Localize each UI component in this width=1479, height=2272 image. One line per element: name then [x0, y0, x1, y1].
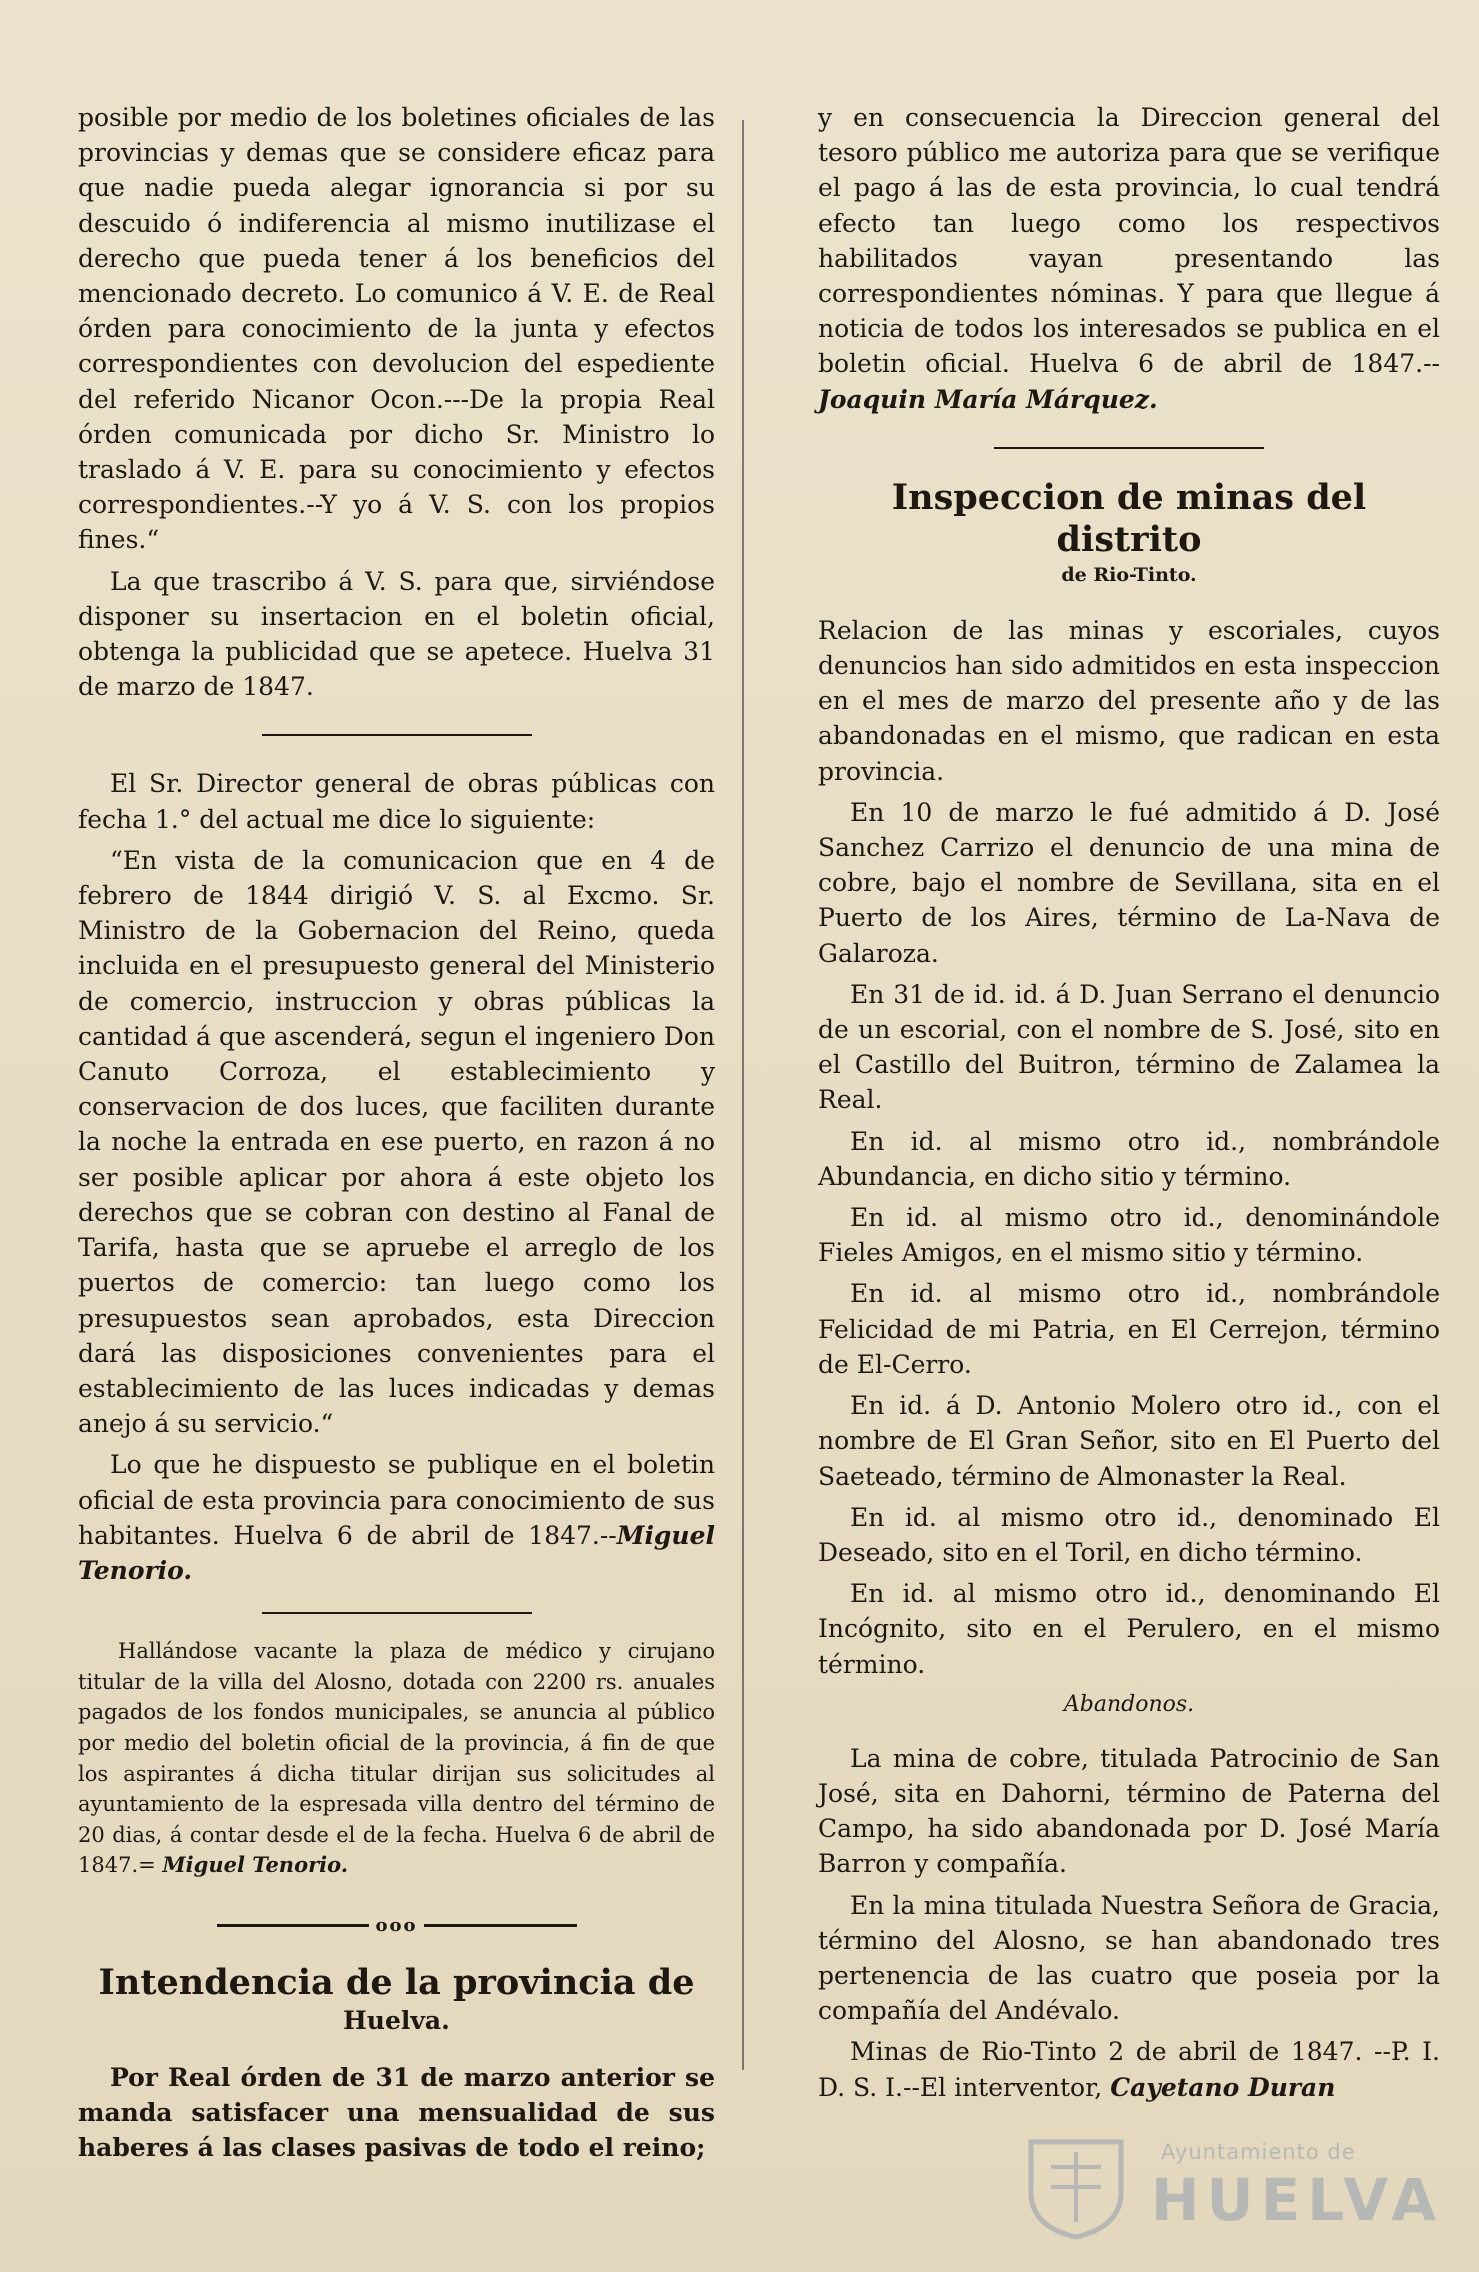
- intendencia-heading: Intendencia de la provincia de: [98, 1961, 695, 2003]
- left-paragraph-5: [78, 1447, 715, 1588]
- left-paragraph-5-text: Lo que he dispuesto se publique en el boletin oficial de esta provincia para conocimiento de sus habitantes. Huelva 6 de abril de 1847.--: [78, 1450, 715, 1550]
- ornament-glyph: ooo: [375, 1914, 418, 1936]
- inspeccion-subheading: de Rio-Tinto.: [1061, 563, 1197, 586]
- left-paragraph-4: “En vista de la comunicacion que en 4 de febrero de 1844 dirigió V. S. al Excmo. Sr. Ministro de la Gobernacion del Reino, queda incluida en el presupuesto general del Ministerio de comercio, instruccion y obras públicas la cantidad á que ascenderá, segun el ingeniero Don Canuto Corroza, el establecimiento y conservacion de dos luces, que faciliten durante la noche la entrada en ese puerto, en razon á no ser posible aplicar por ahora á este objeto los derechos que se cobran con destino al Fanal de Tarifa, hasta que se apruebe el arreglo de los puertos de comercio: tan luego como los presupuestos sean aprobados, esta Direccion dará las disposiciones convenientes para el establecimiento de las luces indicadas y demas anejo á su servicio.“: [78, 845, 715, 1439]
- left-column: [78, 100, 715, 2171]
- mine-entry: En 10 de marzo le fué admitido á D. José Sanchez Carrizo el denuncio de una mina de cobre, bajo el nombre de Sevillana, sita en el Puerto de los Aires, término de La-Nava de Galaroza.: [818, 797, 1440, 968]
- watermark-top-text: Ayuntamiento de: [1161, 2140, 1356, 2164]
- left-paragraph-5-signature: Miguel Tenorio.: [78, 1520, 715, 1585]
- inspeccion-intro: Relacion de las minas y escoriales, cuyos denuncios han sido admitidos en esta inspeccion en el mes de marzo del presente año y de las abandonadas en el mismo, que radican en esta provincia.: [818, 615, 1440, 786]
- left-paragraph-6-text: Hallándose vacante la plaza de médico y cirujano titular de la villa del Alosno, dotada con 2200 rs. anuales pagados de los fondos municipales, se anuncia al público por medio del boletin oficial de la provincia, á fin de que los aspirantes á dicha titular dirijan sus solicitudes al ayuntamiento de la espresada villa dentro del término de 20 dias, á contar desde el de la fecha. Huelva 6 de abril de 1847.=: [78, 1639, 715, 1878]
- coat-of-arms-icon: [1011, 2132, 1141, 2242]
- left-paragraph-2-text: La que trascribo á V. S. para que, sirviéndose disponer su insertacion en el boletin oficial, obtenga la publicidad que se apetece. Huelva 31 de marzo de 1847.: [78, 566, 715, 702]
- left-paragraph-3: El Sr. Director general de obras públicas con fecha 1.° del actual me dice lo siguiente:: [78, 769, 715, 834]
- ornament-line-right: [424, 1924, 577, 1927]
- mine-entry: En id. al mismo otro id., denominado El Deseado, sito en el Toril, en dicho término.: [818, 1502, 1440, 1567]
- ornamental-divider: [217, 1915, 577, 1936]
- mine-entry: En id. al mismo otro id., denominando El Incógnito, sito en el Perulero, en el mismo término.: [818, 1579, 1440, 1679]
- abandonos-title: Abandonos.: [1063, 1691, 1195, 1717]
- abandono-entry: La mina de cobre, titulada Patrocinio de San José, sita en Dahorni, término de Paterna del Campo, ha sido abandonada por D. José María Barron y compañía.: [818, 1743, 1440, 1879]
- closing-line: [818, 2034, 1440, 2104]
- section-divider: [262, 734, 532, 736]
- right-column: [818, 100, 1440, 2111]
- left-paragraph-6: [78, 1636, 715, 1881]
- right-paragraph-1: [818, 100, 1440, 417]
- right-paragraph-1-signature: Joaquin María Márquez.: [818, 384, 1158, 414]
- left-paragraph-2: [78, 564, 715, 705]
- closing-text: Minas de Rio-Tinto 2 de abril de 1847. --P. I. D. S. I.--El interventor,: [818, 2037, 1440, 2102]
- column-divider: [742, 120, 744, 2070]
- mine-entry: En id. al mismo otro id., nombrándole Felicidad de mi Patria, en El Cerrejon, término de El-Cerro.: [818, 1279, 1440, 1379]
- inspeccion-heading: Inspeccion de minas del distrito: [891, 476, 1367, 560]
- left-paragraph-1: posible por medio de los boletines oficiales de las provincias y demas que se considere eficaz para que nadie pueda alegar ignorancia si por su descuido ó indiferencia al mismo inutilizase el derecho que pueda tener á los beneficios del mencionado decreto. Lo comunico á V. E. de Real órden para conocimiento de la junta y efectos correspondientes con devolucion del espediente del referido Nicanor Ocon.---De la propia Real órden comunicada por dicho Sr. Ministro lo traslado á V. E. para su conocimiento y efectos correspondientes.--Y yo á V. S. con los propios fines.“: [78, 103, 715, 555]
- left-paragraph-7: Por Real órden de 31 de marzo anterior se manda satisfacer una mensualidad de sus haberes á las clases pasivas de todo el reino;: [78, 2062, 715, 2163]
- left-paragraph-6-signature: Miguel Tenorio.: [162, 1852, 349, 1878]
- watermark-main-text: HUELVA: [1151, 2166, 1444, 2234]
- closing-signature: Cayetano Duran: [1110, 2072, 1336, 2102]
- mine-entry: En id. al mismo otro id., nombrándole Abundancia, en dicho sitio y término.: [818, 1126, 1440, 1191]
- archive-watermark: [1011, 2132, 1444, 2242]
- section-divider: [994, 447, 1264, 449]
- intendencia-subheading: Huelva.: [343, 2005, 450, 2035]
- section-divider: [262, 1612, 532, 1614]
- right-paragraph-1-text: y en consecuencia la Direccion general del tesoro público me autoriza para que se verifique el pago á las de esta provincia, lo cual tendrá efecto tan luego como los respectivos habilitados vayan presentando las correspondientes nóminas. Y para que llegue á noticia de todos los interesados se publica en el boletin oficial. Huelva 6 de abril de 1847.--: [818, 103, 1440, 379]
- mine-entry: En id. á D. Antonio Molero otro id., con el nombre de El Gran Señor, sito en El Puerto del Saeteado, término de Almonaster la Real.: [818, 1391, 1440, 1491]
- abandono-entry: En la mina titulada Nuestra Señora de Gracia, término del Alosno, se han abandonado tres pertenencia de las cuatro que poseia por la compañía del Andévalo.: [818, 1890, 1440, 2026]
- mine-entry: En id. al mismo otro id., denominándole Fieles Amigos, en el mismo sitio y término.: [818, 1203, 1440, 1268]
- mine-entry: En 31 de id. id. á D. Juan Serrano el denuncio de un escorial, con el nombre de S. José, sito en el Castillo del Buitron, término de Zalamea la Real.: [818, 979, 1440, 1115]
- ornament-line-left: [217, 1924, 370, 1927]
